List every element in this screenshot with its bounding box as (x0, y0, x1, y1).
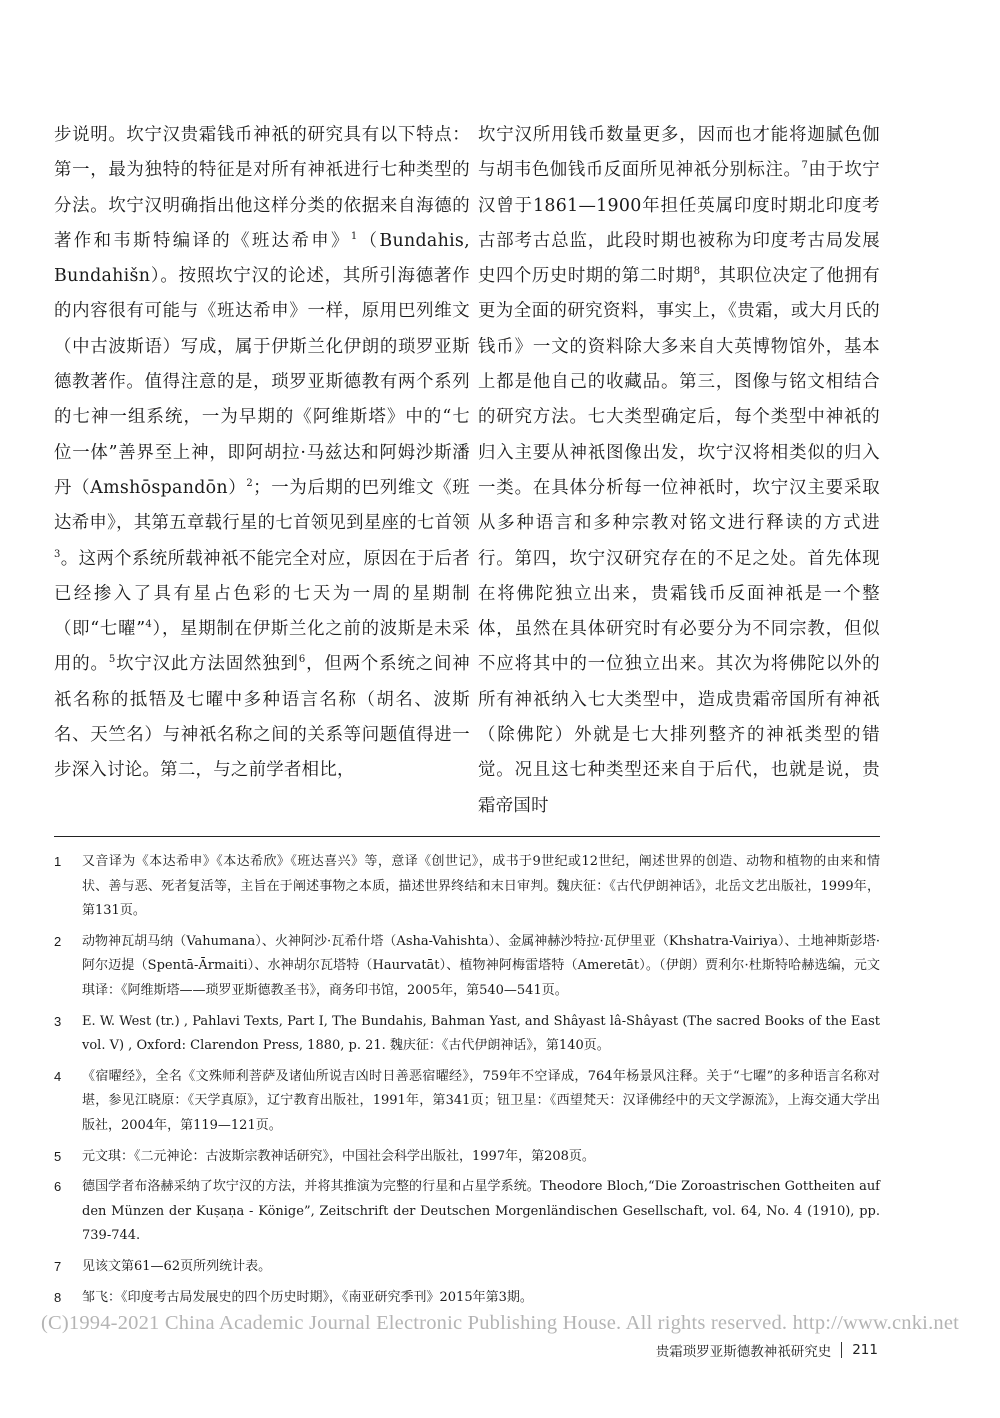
footnote-number: 4 (54, 1068, 62, 1084)
footnote-text: 德国学者布洛赫采纳了坎宁汉的方法，并将其推演为完整的行星和占星学系统。Theodore Bloch,“Die Zoroastrischen Gottheiten auf den Münzen der Kuṣaṇa - Könige”, Zeitschrift der Deutschen Morgenländischen Gesellschaft, vol. 64, No. 4 (1910), pp. 739-744. (82, 1179, 880, 1244)
footnote-text: 见该文第61—62页所列统计表。 (82, 1258, 272, 1274)
footnote-number: 3 (54, 1013, 62, 1029)
page-number: 211 (852, 1342, 878, 1358)
body-text: 坎宁汉此方法固然独到 (115, 654, 299, 675)
footnote-number: 1 (54, 854, 62, 869)
running-title: 贵霜琐罗亚斯德教神祇研究史 (655, 1344, 832, 1360)
footnote-divider (54, 836, 880, 837)
footnotes (54, 850, 880, 1316)
footnote-ref-8[interactable]: 8 (693, 266, 701, 278)
footnote-text: 《宿曜经》，全名《文殊师利菩萨及诸仙所说吉凶时日善恶宿曜经》，759年不空译成，764年杨景风注释。关于“七曜”的多种语言名称对堪，参见江晓原：《天学真原》，辽宁教育出版社，1991年，第341页；钮卫星：《西望梵天：汉译佛经中的天文学源流》，上海交通大学出版社，2004年，第119—121页。 (82, 1068, 880, 1133)
footnote-number: 7 (54, 1258, 62, 1274)
footnote-text: 又音译为《本达希申》《本达希欣》《班达喜兴》等，意译《创世记》，成书于9世纪或12世纪，阐述世界的创造、动物和植物的由来和情状、善与恶、死者复活等，主旨在于阐述事物之本质，描述世界终结和末日审判。魏庆征：《古代伊朗神话》，北岳文艺出版社，1999年，第131页。 (82, 854, 880, 919)
body-paragraph (54, 118, 470, 789)
footnote-item (54, 1010, 880, 1059)
footnote-number: 6 (54, 1179, 62, 1195)
copyright-watermark: (C)1994-2021 China Academic Journal Electronic Publishing House. All rights reserved. http://www.cnki.net (40, 1312, 960, 1334)
footnote-ref-3[interactable]: 3 (54, 548, 61, 560)
footnote-ref-2[interactable]: 2 (246, 478, 254, 490)
body-text: ，但两个系统之间神祇名称的抵牾及七曜中多种语言名称（胡名、波斯名、天竺名）与神祇名称之间的关系等问题值得进一步深入讨论。第二，与之前学者相比， (54, 654, 470, 781)
footnote-ref-6[interactable]: 6 (298, 654, 306, 666)
body-text: ；一为后期的巴列维文《班达希申》，其第五章载行星的七首领见到星座的七首领 (54, 477, 470, 534)
footnote-ref-5[interactable]: 5 (108, 654, 116, 666)
footnote-item (54, 850, 880, 924)
footnote-number: 8 (54, 1289, 62, 1305)
running-footer (656, 1340, 878, 1360)
body-text: ，其职位决定了他拥有更为全面的研究资料，事实上，《贵霜，或大月氏的钱币》一文的资料除大多来自大英博物馆外，基本上都是他自己的收藏品。第三，图像与铭文相结合的研究方法。七大类型确定后，每个类型中神祇的归入主要从神祇图像出发，坎宁汉将相类似的归入一类。在具体分析每一位神祇时，坎宁汉主要采取从多种语言和多种宗教对铭文进行释读的方式进行。第四，坎宁汉研究存在的不足之处。首先体现在将佛陀独立出来，贵霜钱币反面神祇是一个整体，虽然在具体研究时有必要分为不同宗教，但似不应将其中的一位独立出来。其次为将佛陀以外的所有神祇纳入七大类型中，造成贵霜帝国所有神祇（除佛陀）外就是七大排列整齐的神祇类型的错觉。况且这七种类型还来自于后代，也就是说，贵霜帝国时 (478, 266, 880, 816)
footnote-text: 邹飞：《印度考古局发展史的四个历史时期》，《南亚研究季刊》2015年第3期。 (82, 1289, 533, 1305)
footnote-item (54, 1175, 880, 1249)
footnote-text: E. W. West (tr.) , Pahlavi Texts, Part I, The Bundahis, Bahman Yast, and Shâyast lâ-Shâyast (The sacred Books of the East vol. V) , Oxford: Clarendon Press, 1880, p. 21. 魏庆征：《古代伊朗神话》，第140页。 (82, 1013, 880, 1054)
footnote-ref-4[interactable]: 4 (145, 619, 153, 631)
body-text: 坎宁汉所用钱币数量更多，因而也才能将迦腻色伽与胡韦色伽钱币反面所见神祇分别标注。 (478, 125, 880, 181)
body-column-left (54, 118, 470, 789)
footnote-ref-7[interactable]: 7 (801, 160, 809, 172)
body-paragraph (478, 118, 880, 824)
body-text: 由于坎宁汉曾于1861—1900年担任英属印度时期北印度考古部考古总监，此段时期也被称为印度考古局发展史四个历史时期的第二时期 (478, 160, 881, 287)
body-text: ），星期制在伊斯兰化之前的波斯是未采用的。 (54, 619, 470, 675)
footnote-item (54, 1065, 880, 1139)
body-column-right (478, 118, 880, 824)
footnote-number: 5 (54, 1148, 62, 1164)
footnote-text: 元文琪：《二元神论：古波斯宗教神话研究》，中国社会科学出版社，1997年，第208页。 (82, 1148, 595, 1164)
footer-divider (841, 1342, 842, 1358)
footnote-item (54, 1145, 880, 1170)
footnote-item (54, 1255, 880, 1280)
footnote-item (54, 1286, 880, 1311)
footnote-item (54, 930, 880, 1004)
footnote-ref-1[interactable]: 1 (350, 231, 358, 243)
body-text: 。这两个系统所载神祇不能完全对应，原因在于后者已经掺入了具有星占色彩的七天为一周的星期制（即“七曜” (54, 548, 470, 640)
body-text: （Bundahis, Bundahišn）。按照坎宁汉的论述，其所引海德著作的内容很有可能与《班达希申》一样，原用巴列维文（中古波斯语）写成，属于伊斯兰化伊朗的琐罗亚斯德教著作。值得注意的是，琐罗亚斯德教有两个系列的七神一组系统，一为早期的《阿维斯塔》中的“七位一体”善界至上神，即阿胡拉·马兹达和阿姆沙斯潘丹（Amshōspandōn） (54, 230, 470, 498)
footnote-number: 2 (54, 933, 62, 949)
body-text: 步说明。坎宁汉贵霜钱币神祇的研究具有以下特点：第一，最为独特的特征是对所有神祇进行七种类型的分法。坎宁汉明确指出他这样分类的依据来自海德的著作和韦斯特编译的《班达希申》 (54, 125, 470, 251)
footnote-text: 动物神瓦胡马纳（Vahumana）、火神阿沙·瓦希什塔（Asha-Vahishta）、金属神赫沙特拉·瓦伊里亚（Khshatra-Vairiya）、土地神斯彭塔·阿尔迈提（Spentā-Ārmaiti）、水神胡尔瓦塔特（Haurvatāt）、植物神阿梅雷塔特（Ameretāt）。（伊朗）贾利尔·杜斯特哈赫选编，元文琪译：《阿维斯塔——琐罗亚斯德教圣书》，商务印书馆，2005年，第540—541页。 (82, 933, 880, 998)
